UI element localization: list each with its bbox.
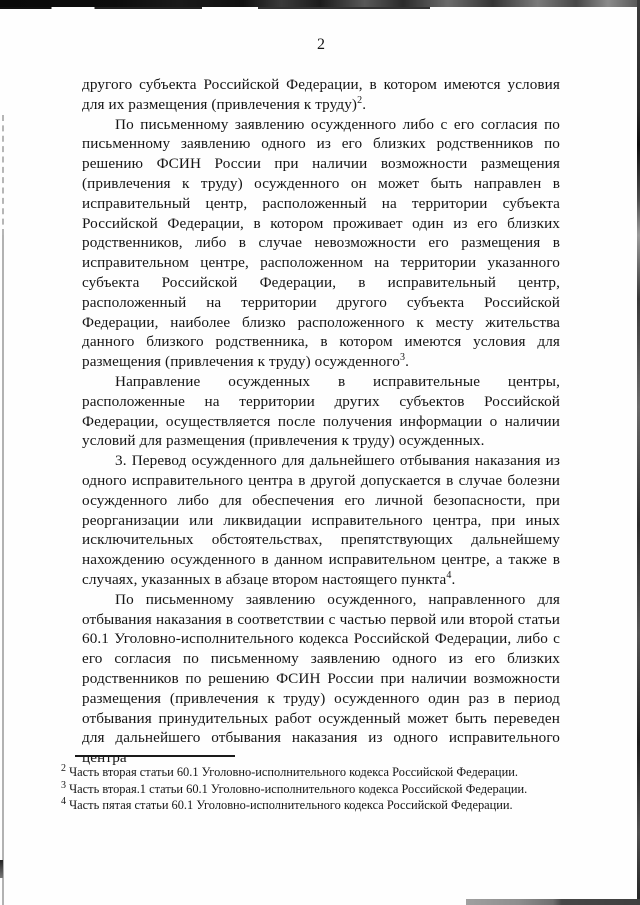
scan-artifact-bottom-edge <box>466 899 640 905</box>
footnote-ref: 3 <box>399 352 406 364</box>
paragraph: другого субъекта Российской Федерации, в котором имеются условия для их размещения (привлечения к труду)$^2$. <box>82 76 560 113</box>
paragraph: 3. Перевод осужденного для дальнейшего отбывания наказания из одного исправительного центра в другой допускается в случае болезни осужденного либо для обеспечения его личной безопасности, при реорганизации или ликвидации исправительного центра, при иных исключительных обстоятельствах, препятствующих дальнейшему нахождению осужденного в данном исправительном центре, а также в случаях, указанных в абзаце втором настоящего пункта$^4$. <box>82 452 560 588</box>
page-number: 2 <box>317 36 325 53</box>
footnote: $^4$ Часть пятая статьи 60.1 Уголовно-исполнительного кодекса Российской Федерации. <box>61 796 513 813</box>
scan-artifact-top-edge <box>0 0 640 7</box>
paragraph: Направление осужденных в исправительные центры, расположенные на территории других субъектов Российской Федерации, осуществляется после получения информации о наличии условий для размещения (привлечения к труду) осужденных. <box>82 372 560 450</box>
footnote: $^2$ Часть вторая статьи 60.1 Уголовно-исполнительного кодекса Российской Федерации. <box>61 762 518 779</box>
document-body-text <box>82 75 560 768</box>
scan-artifact-top-edge-ragged <box>0 7 430 9</box>
footnotes-section <box>61 755 561 814</box>
footnote-marker: 2 <box>61 762 66 774</box>
footnote-marker: 3 <box>61 779 66 791</box>
footnote: $^3$ Часть вторая.1 статьи 60.1 Уголовно-исполнительного кодекса Российской Федерации. <box>61 779 528 796</box>
footnote-ref: 4 <box>446 569 452 581</box>
footnote-separator-rule <box>75 755 235 757</box>
scan-artifact-left-edge <box>2 235 4 905</box>
footnote-list <box>61 764 561 814</box>
scan-artifact-left-bottom-mark <box>0 860 3 878</box>
paragraph: По письменному заявлению осужденного либо с его согласия по письменному заявлению одного из его близких родственников по решению ФСИН России при наличии возможности размещения (привлечения к труду) осужденного он может быть направлен в исправительный центр, расположенный на территории субъекта Российской Федерации, в котором проживает один из его близких родственников, либо в случае невозможности его размещения в исправительном центре, расположенном на территории указанного субъекта Российской Федерации, в исправительный центр, расположенный на территории другого субъекта Российской Федерации, наиболее близко расположенного к месту жительства данного близкого родственника, в котором имеются условия для размещения (привлечения к труду) осужденного$^3$. <box>82 115 560 371</box>
footnote-ref: 2 <box>357 94 363 106</box>
paragraph: По письменному заявлению осужденного, направленного для отбывания наказания в соответствии с частью первой или второй статьи 60.1 Уголовно-исполнительного кодекса Российской Федерации, либо с его согласия по письменному заявлению одного из его близких родственников по решению ФСИН России при наличии возможности размещения (привлечения к труду) осужденного один раз в период отбывания принудительных работ осужденный может быть переведен для дальнейшего отбывания наказания из одного исправительного центра <box>82 590 560 767</box>
scan-artifact-left-edge-dashed <box>2 115 4 235</box>
footnote-marker: 4 <box>61 796 66 808</box>
